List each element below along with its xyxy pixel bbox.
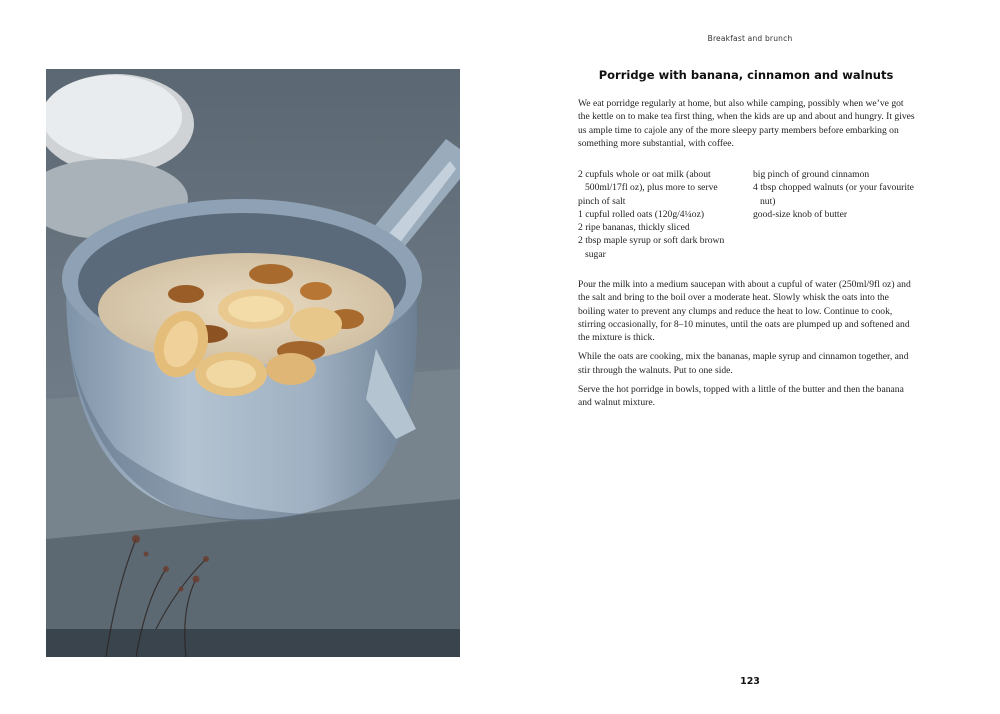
ingredient-item: good-size knob of butter (753, 208, 848, 220)
method-step: Pour the milk into a medium saucepan with about a cupful of water (250ml/9fl oz) and the salt and bring to the boil over a moderate heat. Slowly whisk the oats into the boiling water to prevent any clumps and reduce the heat to low. Continue to cook, stirring occasionally, for 8–10 minutes, until the oats are plumped up and softened and the mixture is thick. (578, 279, 911, 344)
method-step: While the oats are cooking, mix the bananas, maple syrup and cinnamon together, and stir through the walnuts. Put to one side. (578, 351, 909, 376)
ingredient-item: pinch of salt (578, 195, 626, 207)
ingredients-column-right (753, 168, 918, 221)
ingredient-item: 1 cupful rolled oats (120g/4¼oz) (578, 208, 705, 220)
running-head: Breakfast and brunch (707, 34, 793, 43)
ingredient-item: 4 tbsp chopped walnuts (or your favourite nut) (753, 182, 914, 207)
page-number: 123 (740, 676, 760, 687)
recipe-title: Porridge with banana, cinnamon and walnuts (598, 68, 894, 82)
ingredient-item: 2 ripe bananas, thickly sliced (578, 222, 690, 234)
recipe-method (578, 278, 916, 416)
recipe-intro: We eat porridge regularly at home, but also while camping, possibly when we’ve got the kettle on to make tea first thing, when the kids are up and about and hungry. It gives us ample time to cajole any of the more sleepy party members before embarking on something more substantial, with coffee. (578, 98, 915, 149)
method-step: Serve the hot porridge in bowls, topped with a little of the butter and then the banana and walnut mixture. (578, 384, 904, 409)
ingredient-item: 2 tbsp maple syrup or soft dark brown sugar (578, 235, 725, 260)
ingredient-item: 2 cupfuls whole or oat milk (about 500ml/17fl oz), plus more to serve (578, 169, 718, 194)
recipe-photo (46, 69, 460, 657)
ingredients-column-left (578, 168, 743, 261)
porridge-pan-illustration (46, 69, 460, 657)
ingredient-item: big pinch of ground cinnamon (753, 169, 870, 180)
